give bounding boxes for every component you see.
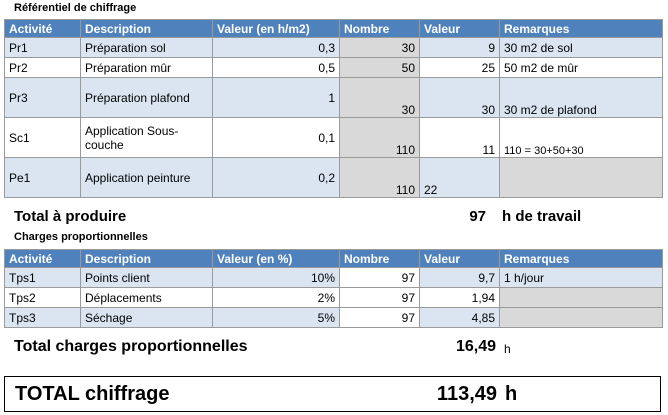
cell-valeur: 22 [420,158,500,198]
total-produire-unit: h de travail [502,208,582,225]
header-valeur: Valeur [420,20,500,38]
cell-valeur: 25 [420,58,500,78]
cell-description: Application Sous-couche [81,118,213,158]
cell-nombre: 30 [340,38,420,58]
table-row [5,78,663,118]
header-activite: Activité [5,250,81,268]
cell-remarques [500,288,663,308]
cell-nombre: 110 [340,118,420,158]
table-row [5,58,663,78]
cell-valeur-percent: 2% [213,288,340,308]
cell-nombre: 97 [340,268,420,288]
cell-remarques: 30 m2 de sol [500,38,663,58]
cell-nombre: 110 [340,158,420,198]
total-charges-unit: h [504,342,511,356]
cell-valeur: 9,7 [420,268,500,288]
table-row [5,158,663,198]
cell-activite: Tps2 [5,288,81,308]
table-row [5,118,663,158]
cell-activite: Pe1 [5,158,81,198]
table-header-row [5,20,663,38]
cell-remarques: 1 h/jour [500,268,663,288]
table-row [5,268,663,288]
cell-remarques: 30 m2 de plafond [500,78,663,118]
cell-valeur: 9 [420,38,500,58]
cell-nombre: 30 [340,78,420,118]
grand-total-value: 113,49 [436,383,497,405]
cell-description: Préparation mûr [81,58,213,78]
grand-total-unit: h [505,383,518,405]
cell-valeur-unit: 0,3 [213,38,340,58]
header-valeur-percent: Valeur (en %) [213,250,340,268]
cell-valeur: 11 [420,118,500,158]
cell-valeur-percent: 10% [213,268,340,288]
grand-total-label: TOTAL chiffrage [15,383,170,405]
cell-activite: Sc1 [5,118,81,158]
total-produire-value: 97 [469,208,486,225]
header-description: Description [81,20,213,38]
cell-activite: Pr3 [5,78,81,118]
referentiel-table [4,19,663,198]
section1-title: Référentiel de chiffrage [14,2,137,14]
total-produire-label: Total à produire [14,208,127,225]
header-nombre: Nombre [340,20,420,38]
cell-nombre: 97 [340,288,420,308]
charges-table [4,249,663,328]
cell-description: Préparation plafond [81,78,213,118]
cell-valeur-percent: 5% [213,308,340,328]
cell-description: Points client [81,268,213,288]
header-activite: Activité [5,20,81,38]
cell-activite: Tps1 [5,268,81,288]
cell-activite: Pr1 [5,38,81,58]
section2-title: Charges proportionnelles [14,231,148,243]
cell-description: Déplacements [81,288,213,308]
table-row [5,288,663,308]
header-remarques: Remarques [500,20,663,38]
header-description: Description [81,250,213,268]
header-valeur-unit: Valeur (en h/m2) [213,20,340,38]
cell-valeur: 4,85 [420,308,500,328]
cell-nombre: 97 [340,308,420,328]
cell-remarques [500,158,663,198]
cell-activite: Tps3 [5,308,81,328]
cell-remarques [500,308,663,328]
header-remarques: Remarques [500,250,663,268]
grand-total-box [4,376,661,412]
cell-valeur-unit: 0,2 [213,158,340,198]
table-header-row [5,250,663,268]
cell-remarques: 50 m2 de mûr [500,58,663,78]
cell-nombre: 50 [340,58,420,78]
cell-activite: Pr2 [5,58,81,78]
total-charges-value: 16,49 [455,338,496,355]
header-nombre: Nombre [340,250,420,268]
header-valeur: Valeur [420,250,500,268]
cell-valeur: 1,94 [420,288,500,308]
cell-description: Séchage [81,308,213,328]
cell-valeur-unit: 1 [213,78,340,118]
cell-valeur-unit: 0,5 [213,58,340,78]
cell-valeur-unit: 0,1 [213,118,340,158]
cell-remarques: 110 = 30+50+30 [500,118,663,158]
cell-valeur: 30 [420,78,500,118]
total-charges-label: Total charges proportionnelles [14,338,248,355]
table-row [5,308,663,328]
table-row [5,38,663,58]
cell-description: Application peinture [81,158,213,198]
cell-description: Préparation sol [81,38,213,58]
